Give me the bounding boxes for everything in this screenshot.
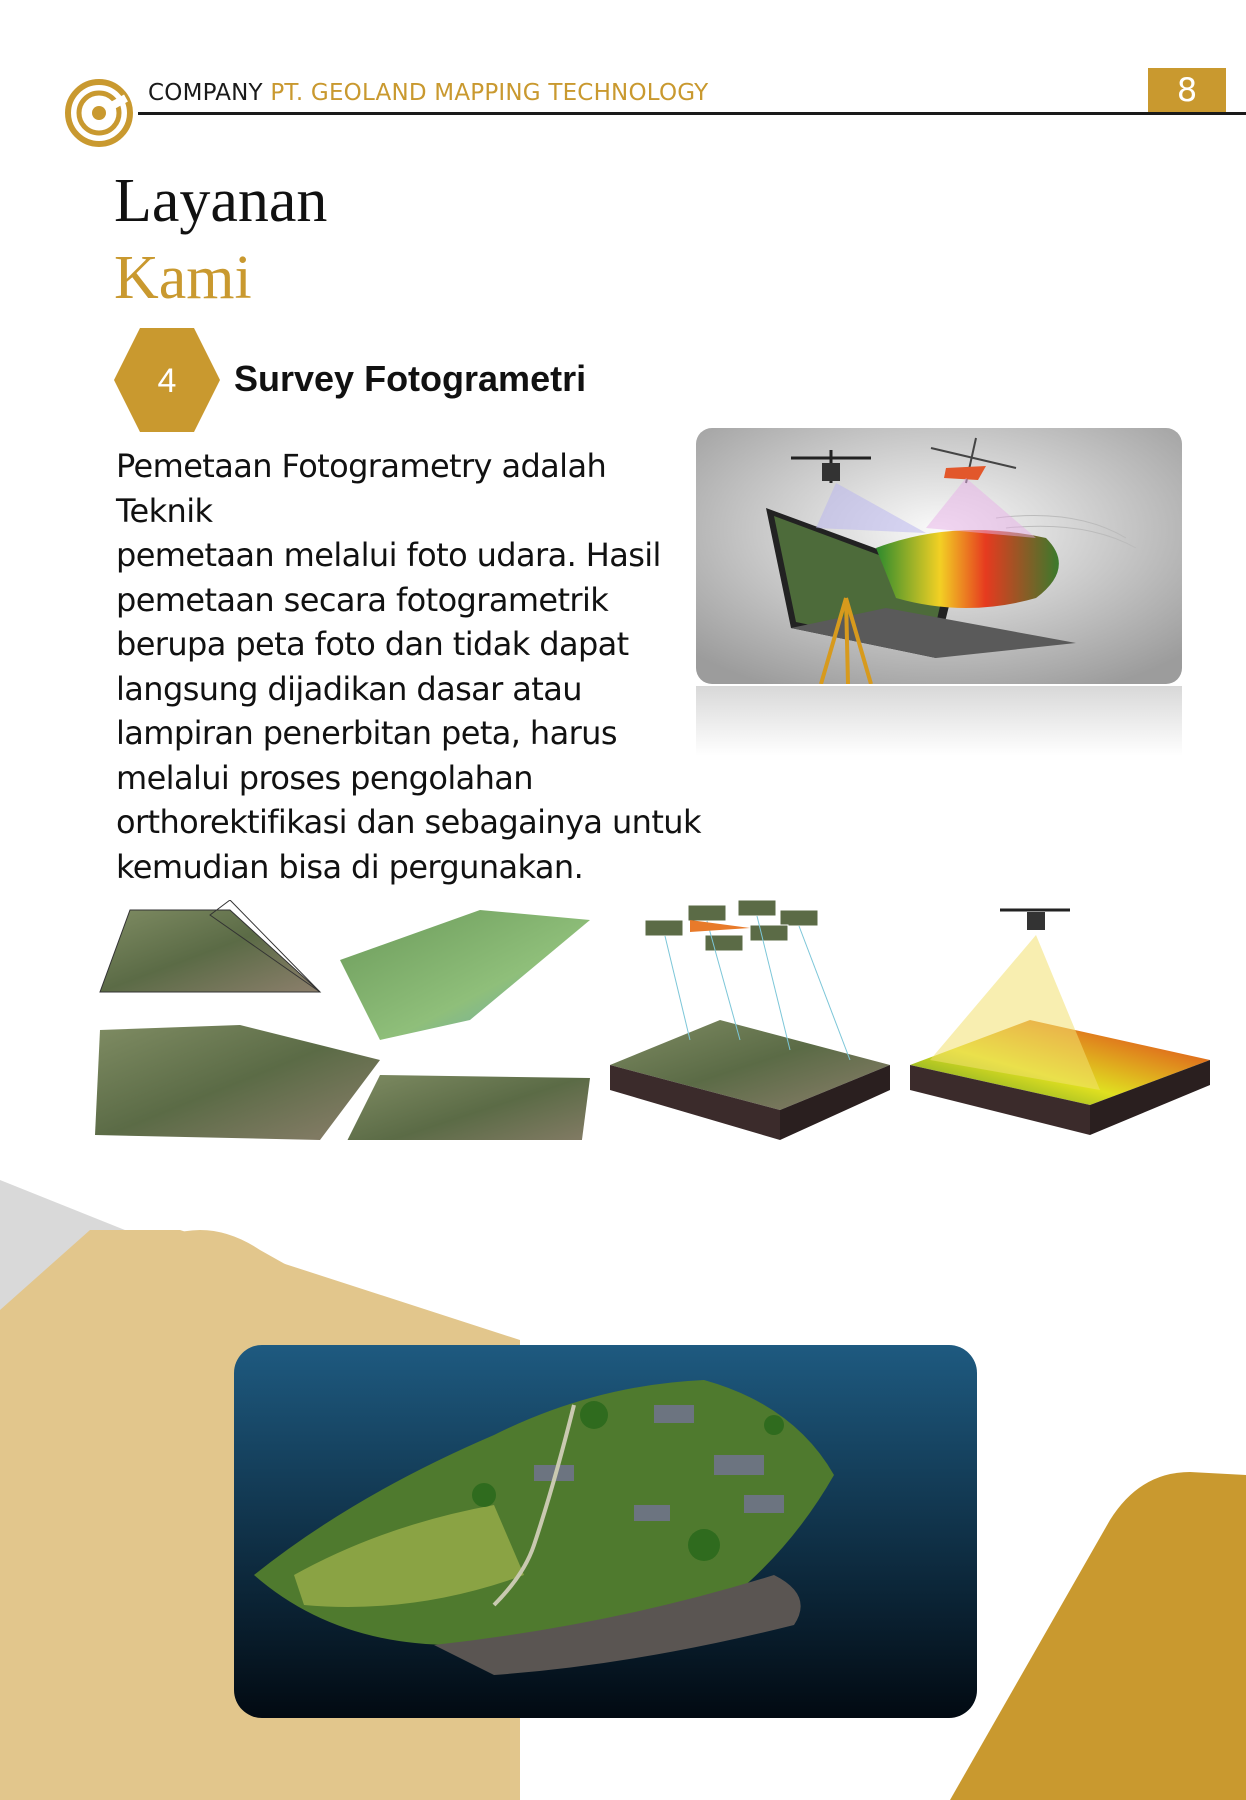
paragraph-line: lampiran penerbitan peta, harus — [116, 714, 617, 752]
section-heading: Survey Fotogrametri — [234, 358, 587, 399]
page-number: 8 — [1148, 68, 1226, 112]
paragraph-line: orthorektifikasi dan sebagainya untuk — [116, 803, 701, 841]
section-number-hexagon — [114, 328, 220, 432]
paragraph-line: pemetaan secara fotogrametrik — [116, 580, 609, 619]
survey-images-row — [90, 900, 1230, 1140]
page-title-line1: Layanan — [114, 167, 328, 235]
laptop-image-reflection — [696, 686, 1182, 756]
paragraph-line: pemetaan melalui foto udara. Hasil — [116, 536, 661, 574]
paragraph-line: Pemetaan Fotogrametry adalah Teknik — [116, 447, 607, 530]
section-number: 4 — [157, 362, 177, 400]
paragraph-line: kemudian bisa di pergunakan. — [116, 847, 584, 886]
company-title: PT. GEOLAND MAPPING TECHNOLOGY — [270, 80, 709, 106]
company-logo — [64, 78, 134, 148]
paragraph-line: langsung dijadikan dasar atau — [116, 669, 582, 708]
company-name — [148, 80, 708, 106]
header-rule — [138, 112, 1246, 115]
page-title-line2: Kami — [114, 244, 252, 312]
section-paragraph — [116, 444, 706, 889]
paragraph-line: berupa peta foto dan tidak dapat — [116, 625, 629, 663]
island-3d-model-image — [234, 1345, 977, 1718]
paragraph-line: melalui proses pengolahan — [116, 758, 533, 797]
company-prefix: COMPANY — [148, 80, 263, 106]
laptop-drone-image — [696, 428, 1182, 684]
